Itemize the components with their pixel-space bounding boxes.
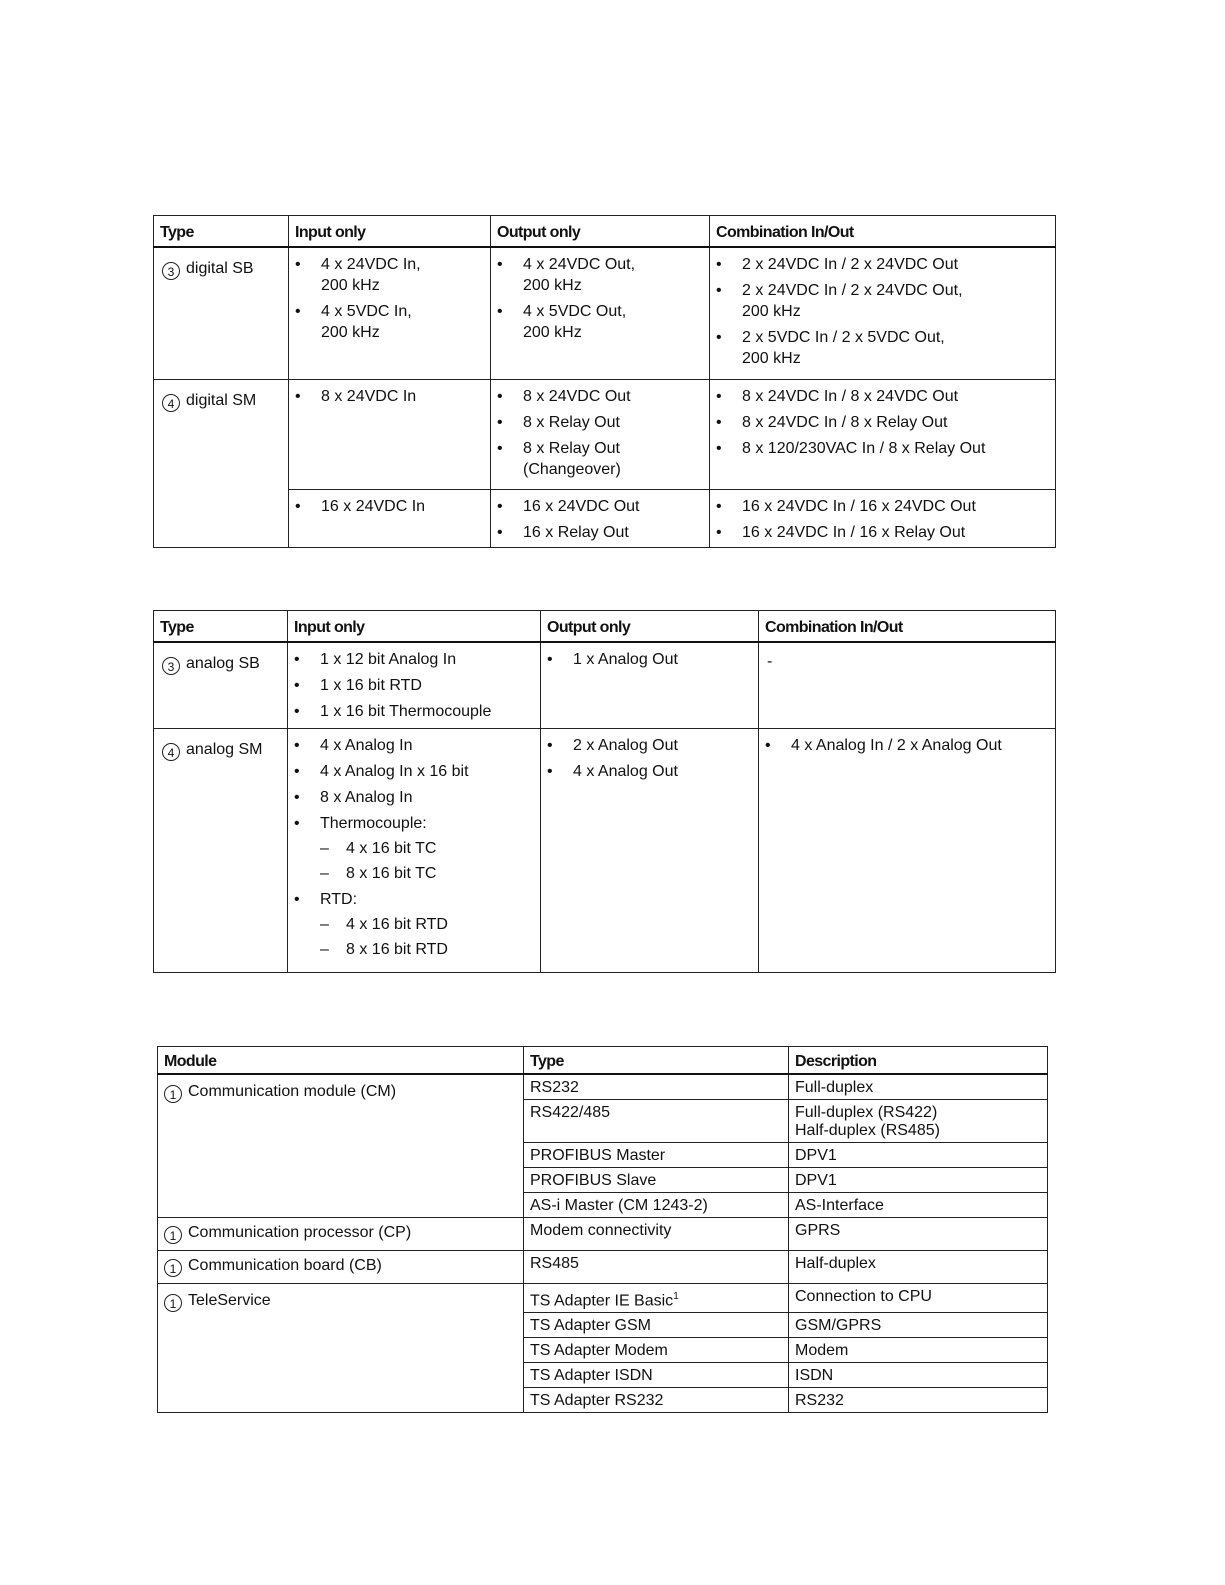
header-input-only: Input only — [288, 611, 541, 643]
output-cell — [491, 247, 710, 379]
desc-cell: Full-duplex (RS422) Half-duplex (RS485) — [789, 1100, 1048, 1143]
type-cell — [154, 247, 289, 379]
table-row — [154, 379, 1056, 489]
list-item: • 8 x Relay Out (Changeover) — [497, 439, 621, 478]
digital-modules-table — [153, 215, 1056, 548]
list-item: • 2 x 24VDC In / 2 x 24VDC Out — [716, 256, 959, 273]
list-item: • 1 x Analog Out — [547, 651, 678, 668]
desc-cell: RS232 — [789, 1388, 1048, 1413]
combo-cell — [759, 728, 1056, 972]
list-item: • 8 x Analog In — [294, 788, 413, 806]
output-cell — [541, 728, 759, 972]
empty-marker: - — [767, 653, 773, 670]
table-header-row — [154, 611, 1056, 643]
desc-cell: GPRS — [789, 1218, 1048, 1251]
type-cell — [154, 642, 288, 728]
sub-list-item: – 4 x 16 bit RTD — [320, 915, 448, 933]
callout-number: 4 — [162, 743, 180, 761]
list-item: • 4 x Analog In / 2 x Analog Out — [765, 736, 1002, 754]
type-cell — [154, 728, 288, 972]
table-row — [154, 728, 1056, 972]
header-input-only: Input only — [289, 216, 491, 248]
callout-number: 1 — [164, 1294, 182, 1312]
module-cell — [158, 1251, 524, 1284]
list-item: • 8 x 24VDC In / 8 x 24VDC Out — [716, 387, 959, 405]
list-item: • 8 x 24VDC In / 8 x Relay Out — [716, 413, 948, 431]
input-cell — [288, 642, 541, 728]
callout-number: 3 — [162, 262, 180, 280]
list-item: • 2 x Analog Out — [547, 736, 678, 754]
list-item: • 8 x 24VDC In — [295, 387, 417, 405]
type-cell: RS232 — [524, 1074, 789, 1100]
list-item: • RTD: – 4 x 16 bit RTD – 8 x 16 bit RTD — [294, 889, 534, 960]
module-cell — [158, 1218, 524, 1251]
sub-list-item: – 8 x 16 bit TC — [320, 864, 437, 882]
combo-cell — [710, 379, 1056, 489]
sub-list-item: – 4 x 16 bit TC — [320, 839, 437, 857]
desc-cell: AS-Interface — [789, 1193, 1048, 1218]
header-type: Type — [154, 611, 288, 643]
list-item: • 16 x 24VDC Out — [497, 497, 640, 515]
input-cell — [289, 247, 491, 379]
desc-cell: DPV1 — [789, 1143, 1048, 1168]
type-label: analog SM — [186, 740, 263, 758]
type-cell: TS Adapter ISDN — [524, 1363, 789, 1388]
combo-cell — [759, 642, 1056, 728]
input-cell — [289, 489, 491, 547]
combo-cell — [710, 489, 1056, 547]
list-item: • 1 x 16 bit RTD — [294, 677, 422, 694]
table-row — [154, 642, 1056, 728]
table-row — [158, 1251, 1048, 1284]
communication-modules-table — [157, 1046, 1048, 1413]
list-item: • 8 x Relay Out — [497, 413, 620, 431]
type-cell: TS Adapter GSM — [524, 1313, 789, 1338]
module-label: TeleService — [188, 1292, 271, 1309]
desc-cell: Connection to CPU — [789, 1284, 1048, 1313]
type-label: digital SM — [186, 391, 257, 409]
type-label: digital SB — [186, 260, 254, 277]
header-output-only: Output only — [541, 611, 759, 643]
callout-number: 4 — [162, 394, 180, 412]
combo-cell — [710, 247, 1056, 379]
output-cell — [541, 642, 759, 728]
header-type: Type — [154, 216, 289, 248]
callout-number: 1 — [164, 1085, 182, 1103]
output-cell — [491, 489, 710, 547]
module-label: Communication module (CM) — [188, 1083, 397, 1100]
table-header-row — [154, 216, 1056, 248]
list-item: • 4 x Analog Out — [547, 762, 678, 780]
list-item: • 16 x 24VDC In / 16 x Relay Out — [716, 523, 966, 541]
type-cell: PROFIBUS Slave — [524, 1168, 789, 1193]
callout-number: 3 — [162, 657, 180, 675]
list-item: • 4 x 24VDC In, 200 kHz — [295, 256, 421, 294]
module-cell — [158, 1284, 524, 1413]
header-module: Module — [158, 1047, 524, 1075]
header-type: Type — [524, 1047, 789, 1075]
type-cell: PROFIBUS Master — [524, 1143, 789, 1168]
table-row — [158, 1284, 1048, 1313]
callout-number: 1 — [164, 1259, 182, 1277]
type-cell: RS485 — [524, 1251, 789, 1284]
footnote-marker: 1 — [673, 1291, 679, 1302]
type-cell — [154, 379, 289, 547]
list-item: • 16 x 24VDC In — [295, 497, 426, 515]
list-item: • 4 x 5VDC Out, 200 kHz — [497, 303, 627, 341]
header-output-only: Output only — [491, 216, 710, 248]
desc-cell: Half-duplex — [789, 1251, 1048, 1284]
desc-cell: Modem — [789, 1338, 1048, 1363]
callout-number: 1 — [164, 1226, 182, 1244]
type-cell: AS-i Master (CM 1243-2) — [524, 1193, 789, 1218]
table-row — [154, 489, 1056, 547]
input-cell — [289, 379, 491, 489]
input-cell — [288, 728, 541, 972]
list-item: • 2 x 24VDC In / 2 x 24VDC Out, 200 kHz — [716, 282, 963, 320]
header-combination: Combination In/Out — [710, 216, 1056, 248]
output-cell — [491, 379, 710, 489]
type-cell: TS Adapter RS232 — [524, 1388, 789, 1413]
type-cell: TS Adapter IE Basic$^1$ — [524, 1284, 789, 1313]
list-item: • 8 x 24VDC Out — [497, 387, 631, 405]
module-cell — [158, 1074, 524, 1218]
table-row — [158, 1074, 1048, 1100]
list-item: • 1 x 12 bit Analog In — [294, 651, 457, 668]
list-item: • 4 x Analog In — [294, 736, 413, 754]
header-description: Description — [789, 1047, 1048, 1075]
list-item: • 2 x 5VDC In / 2 x 5VDC Out, 200 kHz — [716, 329, 945, 367]
header-combination: Combination In/Out — [759, 611, 1056, 643]
desc-cell: Full-duplex — [789, 1074, 1048, 1100]
analog-modules-table — [153, 610, 1056, 973]
table-row — [154, 247, 1056, 379]
sub-list-item: – 8 x 16 bit RTD — [320, 940, 448, 958]
list-item: • 4 x Analog In x 16 bit — [294, 762, 469, 780]
module-label: Communication processor (CP) — [188, 1224, 412, 1241]
type-label: analog SB — [186, 655, 260, 672]
table-row — [158, 1218, 1048, 1251]
list-item: • Thermocouple: – 4 x 16 bit TC – 8 x 16 bit TC — [294, 813, 534, 884]
list-item: • 16 x Relay Out — [497, 523, 629, 541]
list-item: • 4 x 5VDC In, 200 kHz — [295, 303, 412, 341]
type-cell: RS422/485 — [524, 1100, 789, 1143]
desc-cell: DPV1 — [789, 1168, 1048, 1193]
type-cell: TS Adapter Modem — [524, 1338, 789, 1363]
list-item: • 8 x 120/230VAC In / 8 x Relay Out — [716, 439, 986, 457]
desc-cell: GSM/GPRS — [789, 1313, 1048, 1338]
type-cell: Modem connectivity — [524, 1218, 789, 1251]
list-item: • 4 x 24VDC Out, 200 kHz — [497, 256, 636, 294]
list-item: • 1 x 16 bit Thermocouple — [294, 703, 492, 720]
list-item: • 16 x 24VDC In / 16 x 24VDC Out — [716, 497, 976, 515]
module-label: Communication board (CB) — [188, 1257, 382, 1274]
desc-cell: ISDN — [789, 1363, 1048, 1388]
table-header-row — [158, 1047, 1048, 1075]
